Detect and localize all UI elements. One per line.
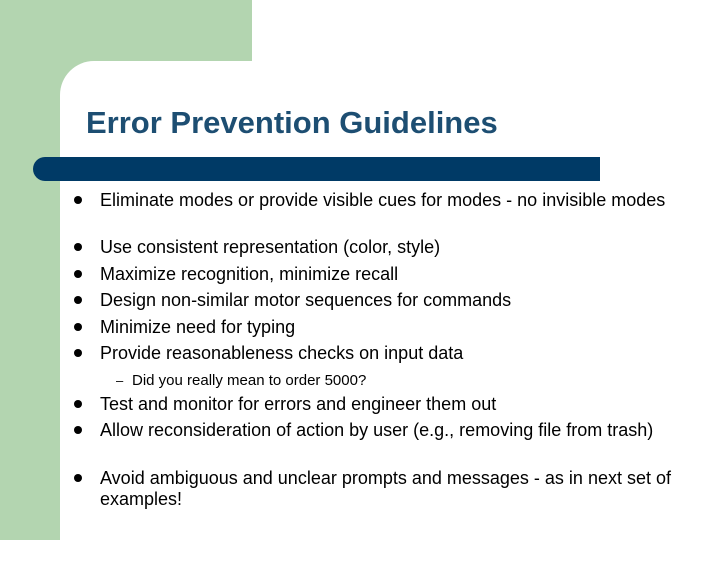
bullet-text: Provide reasonableness checks on input data <box>100 343 464 363</box>
bullet-dot-icon <box>74 296 82 304</box>
bullet-item <box>100 264 680 285</box>
bullet-dot-icon <box>74 426 82 434</box>
bullet-text: Allow reconsideration of action by user (e.g., removing file from trash) <box>100 420 654 440</box>
bullet-text: Minimize need for typing <box>100 317 296 337</box>
bullet-text: Use consistent representation (color, style) <box>100 237 441 257</box>
bullet-dot-icon <box>74 323 82 331</box>
bullet-dot-icon <box>74 196 82 204</box>
bullet-item <box>100 343 680 364</box>
bullet-dot-icon <box>74 474 82 482</box>
bullet-dot-icon <box>74 243 82 251</box>
bullet-item <box>100 420 680 441</box>
bullet-dot-icon <box>74 349 82 357</box>
bullet-text: Maximize recognition, minimize recall <box>100 264 399 284</box>
bullet-text: Avoid ambiguous and unclear prompts and messages - as in next set of examples! <box>100 468 671 509</box>
bullet-text: Design non-similar motor sequences for commands <box>100 290 512 310</box>
bullet-text: Test and monitor for errors and engineer them out <box>100 394 497 414</box>
bullet-item <box>100 394 680 415</box>
bullet-item <box>100 190 680 211</box>
sub-bullet-item <box>116 371 672 391</box>
title-underline-bar <box>33 157 600 181</box>
bullet-item <box>100 237 680 258</box>
bullet-item <box>100 290 680 311</box>
sub-bullet-text: Did you really mean to order 5000? <box>132 372 367 389</box>
dash-marker-icon: – <box>116 373 124 388</box>
bullet-dot-icon <box>74 270 82 278</box>
bullet-text: Eliminate modes or provide visible cues for modes - no invisible modes <box>100 190 666 210</box>
bullet-item <box>100 317 680 338</box>
bullet-dot-icon <box>74 400 82 408</box>
bullet-item <box>100 468 680 510</box>
slide-title: Error Prevention Guidelines <box>86 105 498 140</box>
